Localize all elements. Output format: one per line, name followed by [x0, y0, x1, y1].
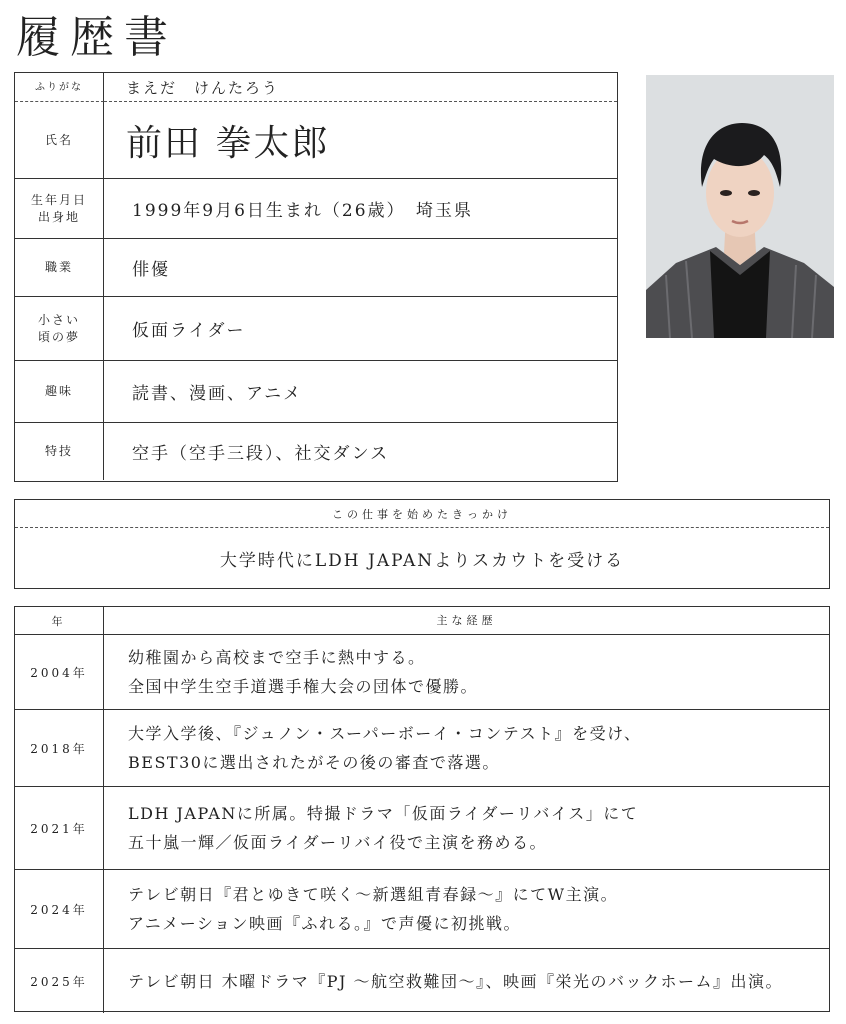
dream-label: 小さい 頃の夢: [15, 296, 104, 360]
career-line: 大学入学後、『ジュノン・スーパーボーイ・コンテスト』を受け、: [128, 724, 642, 743]
career-line: アニメーション映画『ふれる。』で声優に初挑戦。: [128, 914, 522, 933]
motivation-box: [14, 499, 830, 589]
skill-label: 特技: [15, 422, 104, 480]
birth-label: 生年月日 出身地: [15, 178, 104, 238]
motivation-heading: この仕事を始めたきっかけ: [15, 500, 829, 528]
career-line: 五十嵐一輝／仮面ライダーリバイ役で主演を務める。: [128, 833, 548, 852]
career-header-row: [15, 607, 829, 634]
career-cell: [104, 635, 829, 709]
career-line: 幼稚園から高校まで空手に熱中する。: [128, 648, 426, 667]
skill-value: 空手（空手三段）、社交ダンス: [104, 422, 617, 480]
career-column-header: 主な経歴: [436, 614, 497, 627]
furigana-value: まえだ けんたろう: [126, 78, 280, 97]
year-cell: 2004年: [15, 635, 104, 709]
career-cell: [104, 870, 829, 948]
name-value: 前田 拳太郎: [104, 101, 617, 178]
table-row: [15, 634, 829, 709]
hobby-label: 趣味: [15, 360, 104, 422]
job-label: 職業: [15, 238, 104, 296]
career-table: [14, 606, 830, 1012]
motivation-text: 大学時代にLDH JAPANよりスカウトを受ける: [219, 551, 625, 571]
hobby-value: 読書、漫画、アニメ: [104, 360, 617, 422]
year-column-header: 年: [15, 607, 104, 634]
career-cell: [104, 949, 829, 1013]
birth-value: 1999年9月6日生まれ（26歳） 埼玉県: [104, 178, 617, 238]
career-cell: [104, 787, 829, 869]
year-cell: 2024年: [15, 870, 104, 948]
dream-value: 仮面ライダー: [104, 296, 617, 360]
career-line: 全国中学生空手道選手権大会の団体で優勝。: [128, 677, 479, 696]
page-title: 履歴書: [16, 12, 178, 63]
furigana-label: ふりがな: [15, 73, 104, 101]
table-row: [15, 786, 829, 869]
job-value: 俳優: [104, 238, 617, 296]
year-cell: 2021年: [15, 787, 104, 869]
portrait-illustration: [646, 75, 834, 338]
career-cell: [104, 710, 829, 786]
career-line: LDH JAPANに所属。特撮ドラマ「仮面ライダーリバイス」にて: [128, 804, 639, 823]
table-row: [15, 948, 829, 1013]
table-row: [15, 869, 829, 948]
table-row: [15, 709, 829, 786]
profile-photo: [646, 75, 834, 338]
year-cell: 2025年: [15, 949, 104, 1013]
career-line: BEST30に選出されたがその後の審査で落選。: [128, 753, 500, 772]
career-line: テレビ朝日『君とゆきて咲く～新選組青春録～』にてW主演。: [128, 885, 619, 904]
year-cell: 2018年: [15, 710, 104, 786]
profile-table: [14, 72, 618, 482]
name-label: 氏名: [15, 101, 104, 178]
career-line: テレビ朝日 木曜ドラマ『PJ ～航空救難団～』、映画『栄光のバックホーム』出演。: [128, 971, 784, 991]
